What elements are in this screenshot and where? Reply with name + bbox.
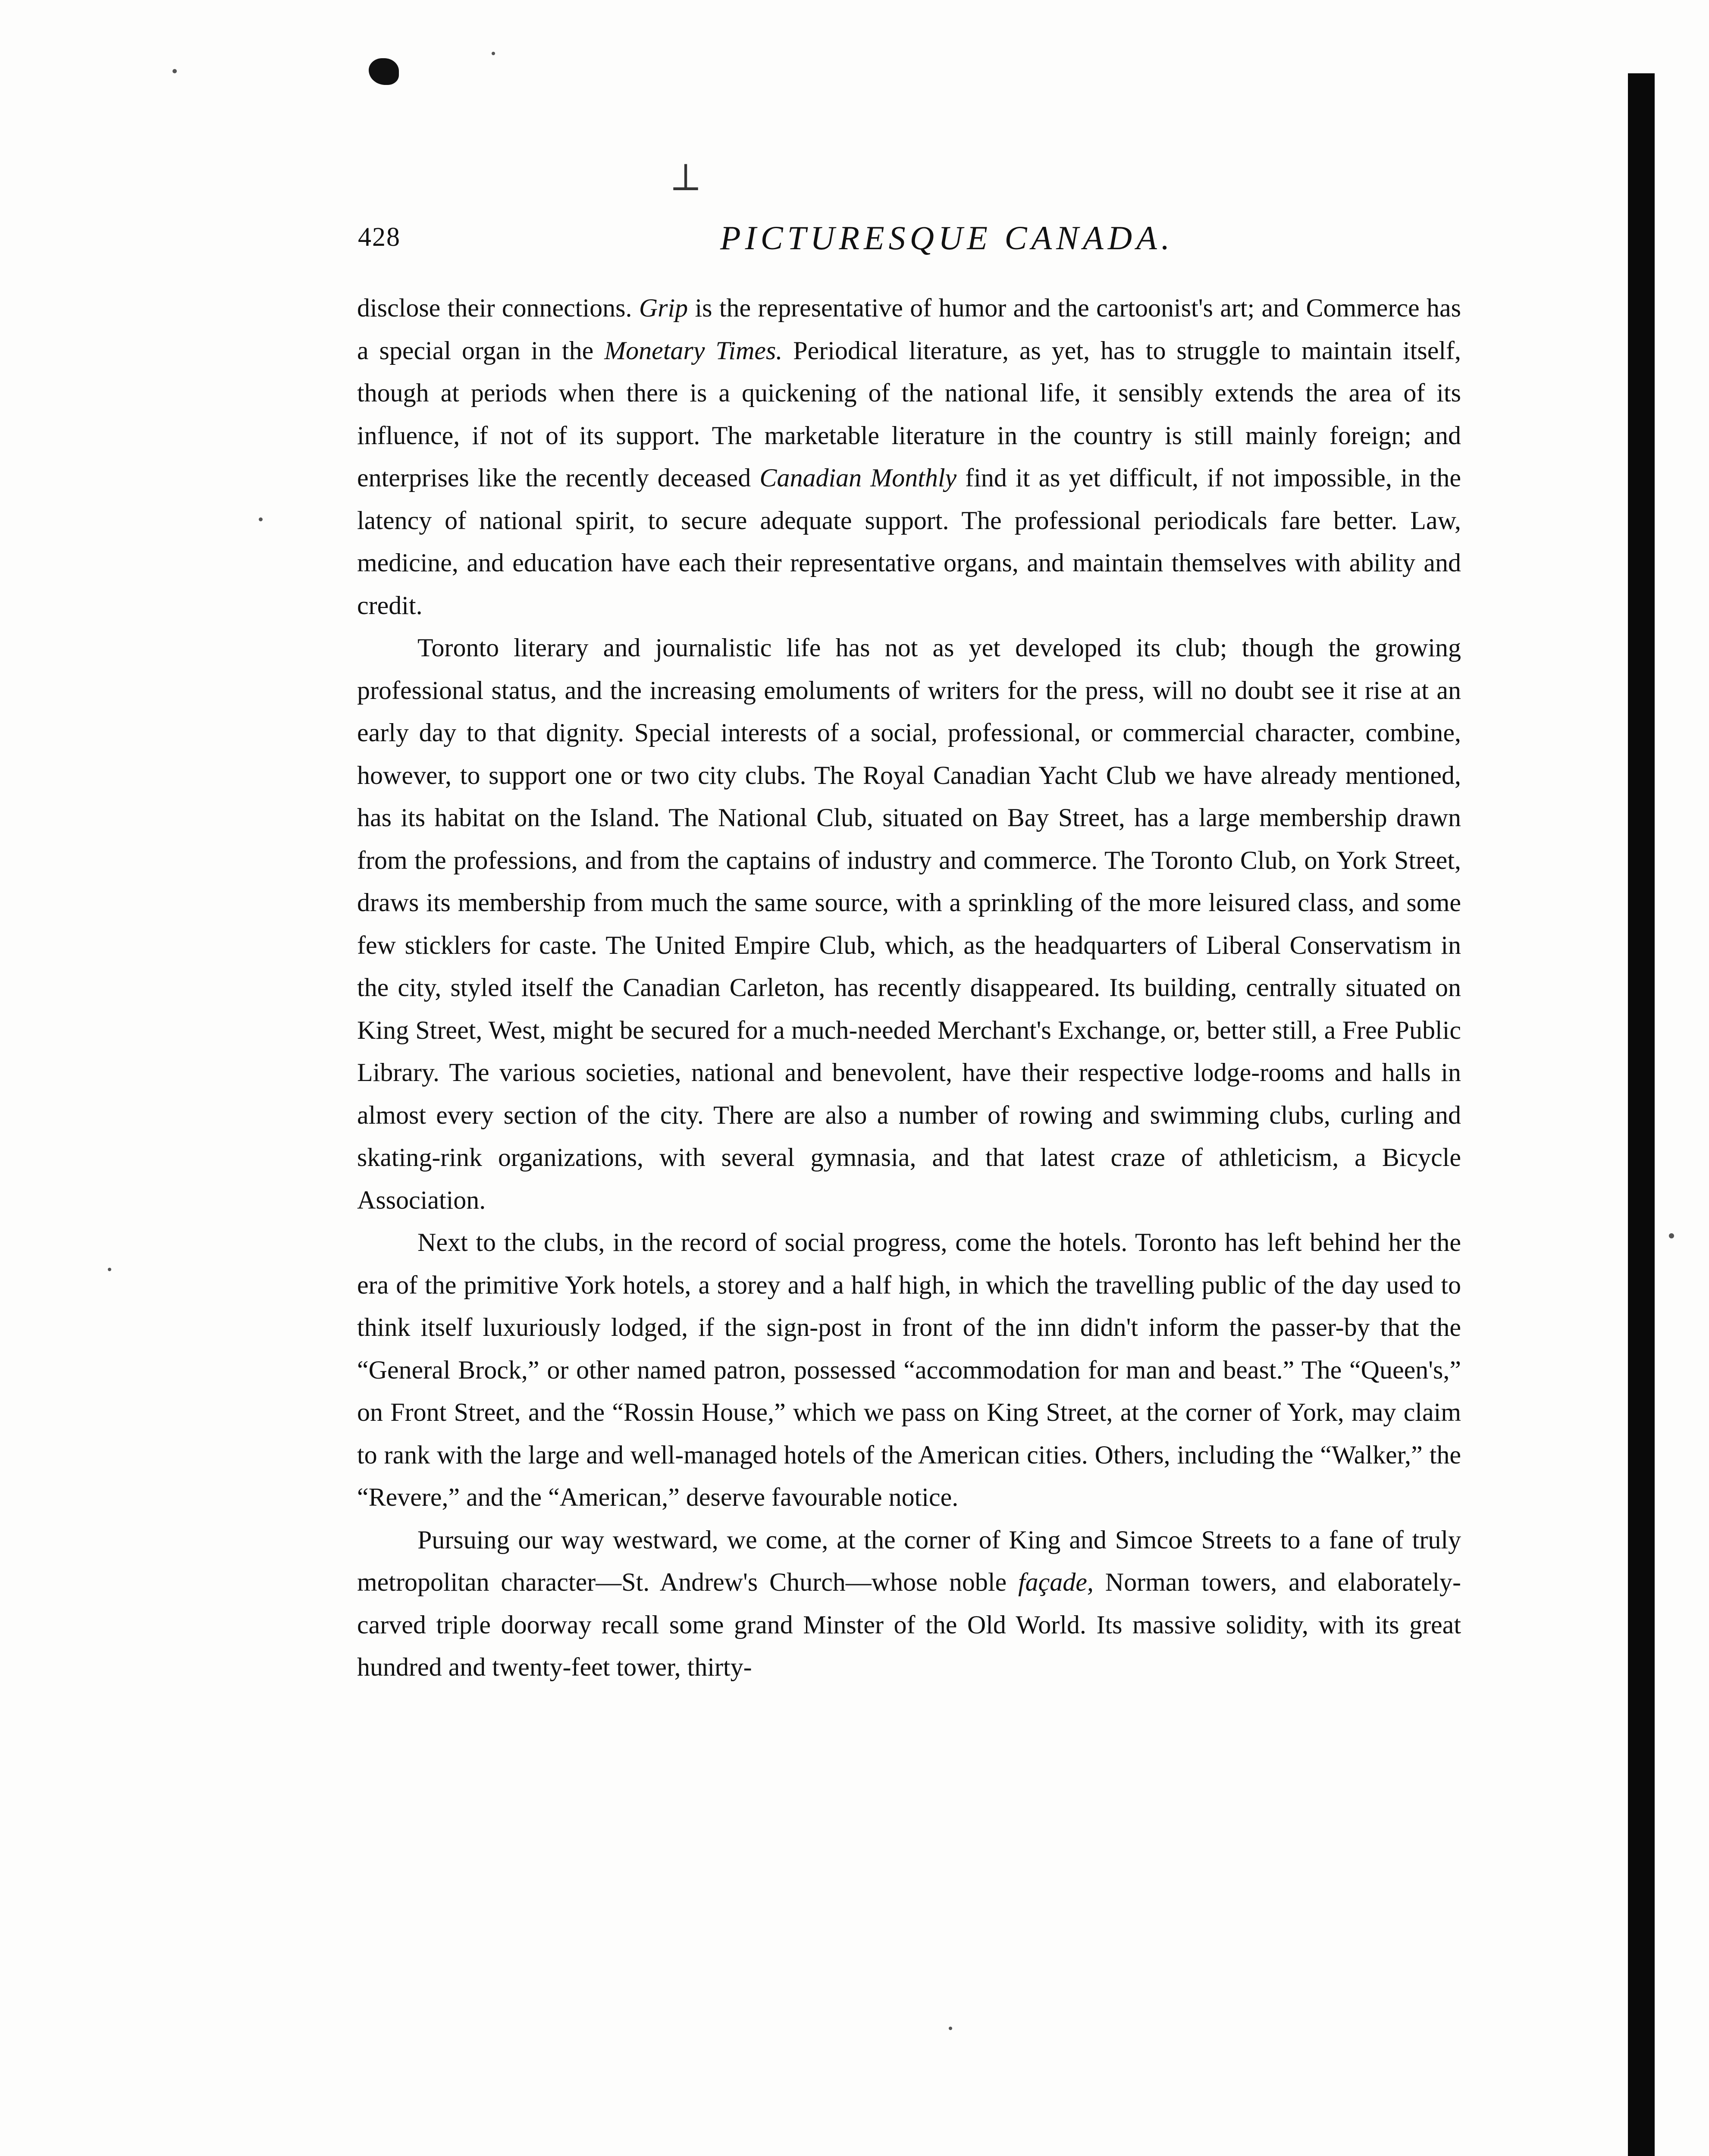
scan-speck	[108, 1268, 111, 1271]
text-run: Norman towers, and elaborately-carved triple doorway recall some grand Minster of the Old World. Its massive solidity, with its great hundred and twenty-feet tower, thirty-	[357, 1568, 1461, 1681]
scan-speck	[492, 52, 495, 55]
paragraph-1	[357, 287, 1461, 627]
scan-speck	[1669, 1233, 1674, 1238]
paragraph-4	[357, 1519, 1461, 1689]
text-run: Periodical literature, as yet, has to struggle to maintain itself, though at periods when there is a quickening of the national life, it sensibly extends the area of its influence, if not of its support. The marketable literature in the country is still mainly foreign; and enterprises like the recently deceased	[357, 336, 1461, 492]
italic-title-run: façade,	[1018, 1568, 1094, 1596]
running-head	[354, 219, 1518, 270]
scan-speck	[949, 2027, 952, 2030]
italic-title-run: Canadian Monthly	[759, 464, 957, 492]
paragraph-2	[357, 627, 1461, 1221]
body-text	[357, 287, 1461, 1689]
text-run: Pursuing our way westward, we come, at the corner of King and Simcoe Streets to a fane of truly metropolitan character—St. Andrew's Church—whose noble	[357, 1525, 1461, 1596]
pencil-tick-mark: ⟂	[673, 156, 699, 199]
page-title: PICTURESQUE CANADA.	[720, 219, 1174, 257]
italic-title-run: Grip	[639, 294, 688, 322]
scan-speck	[172, 69, 177, 73]
text-run: Toronto literary and journalistic life has not as yet developed its club; though the growing professional status, and the increasing emoluments of writers for the press, will no doubt see it rise at an early day to that dignity. Special interests of a social, professional, or commercial character, combine, however, to support one or two city clubs. The Royal Canadian Yacht Club we have already mentioned, has its habitat on the Island. The National Club, situated on Bay Street, has a large membership drawn from the professions, and from the captains of industry and commerce. The Toronto Club, on York Street, draws its membership from much the same source, with a sprinkling of the more leisured class, and some few sticklers for caste. The United Empire Club, which, as the headquarters of Liberal Conservatism in the city, styled itself the Canadian Carleton, has recently disappeared. Its building, centrally situated on King Street, West, might be secured for a much-needed Merchant's Exchange, or, better still, a Free Public Library. The various societies, national and benevolent, have their respective lodge-rooms and halls in almost every section of the city. There are also a number of rowing and swimming clubs, curling and skating-rink organizations, with several gymnasia, and that latest craze of athleticism, a Bicycle Association.	[357, 633, 1461, 1214]
text-run: disclose their connections.	[357, 294, 639, 322]
italic-title-run: Monetary Times.	[604, 336, 783, 365]
text-run: is the representative of humor and the cartoonist's art; and Commerce has a special organ in the	[357, 294, 1461, 365]
paragraph-3	[357, 1221, 1461, 1519]
scan-speck	[259, 517, 263, 521]
text-run: Next to the clubs, in the record of social progress, come the hotels. Toronto has left behind her the era of the primitive York hotels, a storey and a half high, in which the travelling public of the day used to think itself luxuriously lodged, if the sign-post in front of the inn didn't inform the passer-by that the “General Brock,” or other named patron, possessed “accommodation for man and beast.” The “Queen's,” on Front Street, and the “Rossin House,” which we pass on King Street, at the corner of York, may claim to rank with the large and well-managed hotels of the American cities. Others, including the “Walker,” the “Revere,” and the “American,” deserve favourable notice.	[357, 1228, 1461, 1511]
text-run: find it as yet difficult, if not impossible, in the latency of national spirit, to secure adequate support. The professional periodicals fare better. Law, medicine, and education have each their representative organs, and maintain themselves with ability and credit.	[357, 464, 1461, 620]
scanner-edge-bar	[1628, 73, 1655, 2156]
ink-blot-mark	[369, 58, 399, 85]
page-number: 428	[358, 222, 401, 252]
